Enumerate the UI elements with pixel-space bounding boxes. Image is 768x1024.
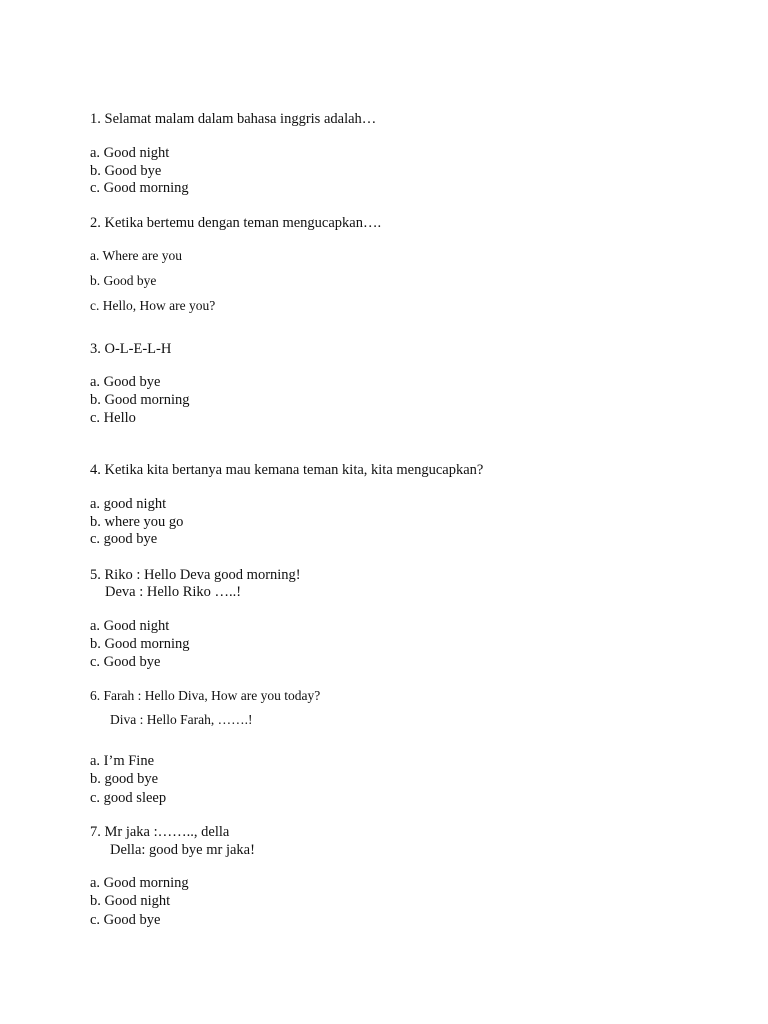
question-2-option-c: c. Hello, How are you? xyxy=(90,298,216,313)
question-5-option-b: b. Good morning xyxy=(90,636,190,652)
question-7-option-c: c. Good bye xyxy=(90,912,161,928)
question-1-option-b: b. Good bye xyxy=(90,163,162,179)
question-4-prompt: 4. Ketika kita bertanya mau kemana teman kita, kita mengucapkan? xyxy=(90,462,484,478)
question-7-option-a: a. Good morning xyxy=(90,875,189,891)
question-6-option-b: b. good bye xyxy=(90,771,159,787)
question-7-prompt: 7. Mr jaka :…….., della xyxy=(90,824,230,840)
question-2-prompt: 2. Ketika bertemu dengan teman mengucapkan…. xyxy=(90,215,382,231)
question-1-option-a: a. Good night xyxy=(90,145,170,161)
question-4-option-b: b. where you go xyxy=(90,514,184,530)
question-4-option-a: a. good night xyxy=(90,496,167,512)
question-3-option-a: a. Good bye xyxy=(90,374,161,390)
question-5-option-c: c. Good bye xyxy=(90,654,161,670)
question-6-reply: Diva : Hello Farah, …….! xyxy=(110,712,253,727)
question-2-option-a: a. Where are you xyxy=(90,248,182,263)
question-6-option-a: a. I’m Fine xyxy=(90,753,155,769)
question-2-option-b: b. Good bye xyxy=(90,273,157,288)
question-1-option-c: c. Good morning xyxy=(90,180,189,196)
question-5-reply: Deva : Hello Riko …..! xyxy=(105,584,242,600)
question-4-option-c: c. good bye xyxy=(90,531,158,547)
question-5-option-a: a. Good night xyxy=(90,618,170,634)
question-5-prompt: 5. Riko : Hello Deva good morning! xyxy=(90,567,301,583)
question-3-prompt: 3. O-L-E-L-H xyxy=(90,341,172,357)
question-6-option-c: c. good sleep xyxy=(90,790,167,806)
question-7-option-b: b. Good night xyxy=(90,893,171,909)
question-1-prompt: 1. Selamat malam dalam bahasa inggris adalah… xyxy=(90,111,377,127)
question-6-prompt: 6. Farah : Hello Diva, How are you today? xyxy=(90,688,321,703)
question-3-option-c: c. Hello xyxy=(90,410,136,426)
question-7-reply: Della: good bye mr jaka! xyxy=(110,842,255,858)
question-3-option-b: b. Good morning xyxy=(90,392,190,408)
